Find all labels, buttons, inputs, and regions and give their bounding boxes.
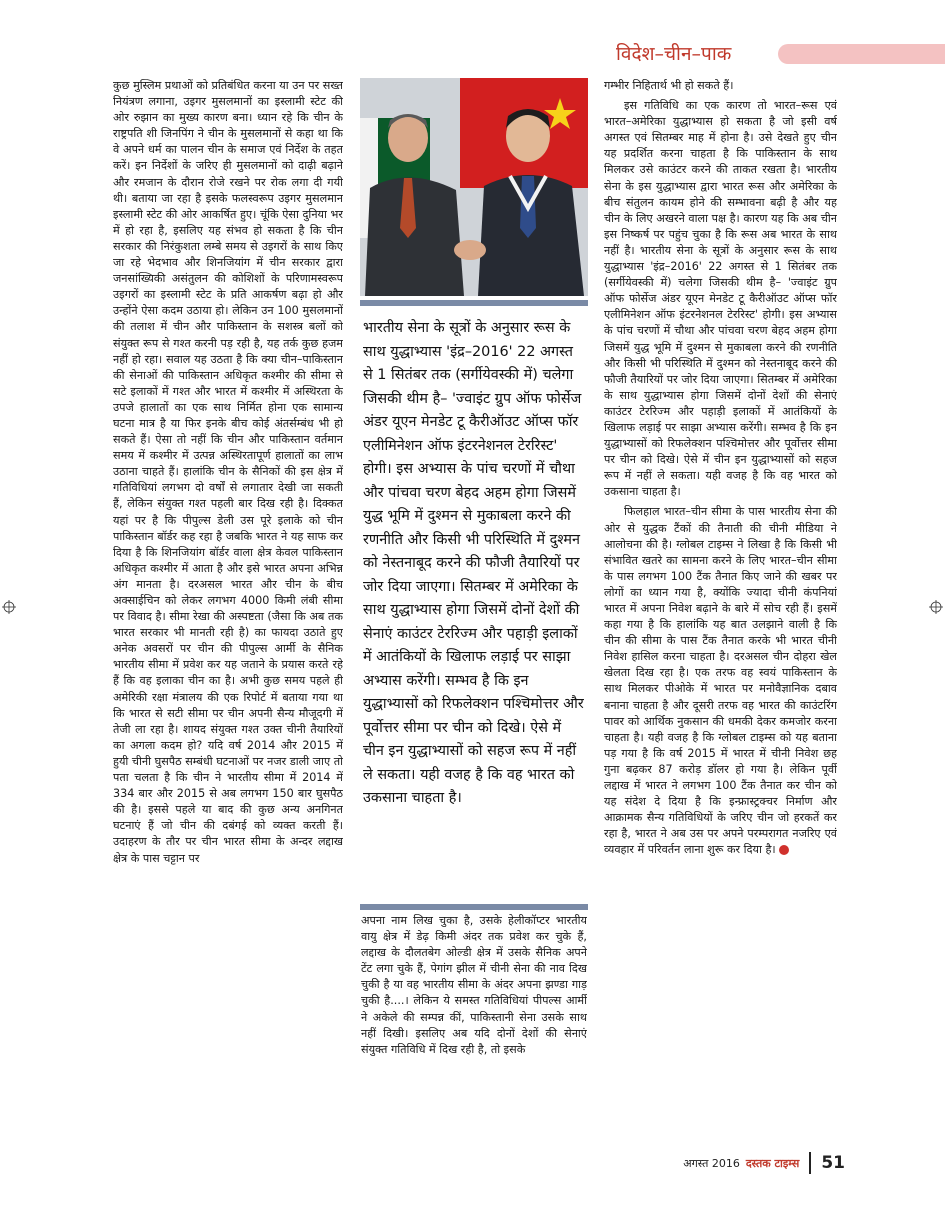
article-column-left	[113, 78, 343, 1130]
pull-quote: भारतीय सेना के सूत्रों के अनुसार रूस के साथ युद्धाभ्यास 'इंद्र–2016' 22 अगस्त से 1 सितंबर तक (सर्गीयेवस्की में) चलेगा जिसकी थीम है– 'ज्वाइंट ग्रुप ऑफ फोर्सेज अंडर यूएन मेनडेट टू कैरीऑउट ऑप्स फॉर एलीमिनेशन ऑफ इंटरनेशनल टेररिस्ट' होगी। इस अभ्यास के पांच चरणों में चौथा और पांचवा चरण बेहद अहम होगा जिसमें युद्ध भूमि में दुश्मन से मुकाबला करने की रणनीति और किसी भी परिस्थिति में दुश्मन को नेस्तनाबूद करने की फौजी तैयारियों पर जोर दिया जाएगा। सितम्बर में अमेरिका के साथ युद्धाभ्यास होगा जिसमें दोनों देशों की सेनाएं काउंटर टेररिज्म और पहाड़ी इलाकों में आतंकियों के खिलाफ लड़ाई पर साझा अभ्यास करेंगी। सम्भव है कि इन युद्धाभ्यासों को रिफलेक्शन पश्चिमोत्तर और पूर्वोत्तर सीमा पर चीन को दिखे। ऐसे में चीन इन युद्धाभ्यासों को सहज रूप में नहीं ले सकता। यही वजह है कि वह भारत को उकसाना चाहता है।	[363, 320, 584, 806]
handshake-photo-illustration	[360, 78, 588, 296]
issue-date: अगस्त 2016	[683, 1156, 740, 1170]
registration-mark-left-icon	[2, 600, 16, 614]
body-paragraph: अपना नाम लिख चुका है, उसके हेलीकॉप्टर भारतीय वायु क्षेत्र में डेढ़ किमी अंदर तक प्रवेश कर चुके हैं, लद्दाख के दौलतबेग ओल्डी क्षेत्र में उसके सैनिक अपने टेंट लगा चुके हैं, पेगांग झील में चीनी सेना की नाव दिख चुकी है या वह भारतीय सीमा के अंदर अपना झण्डा गाड़ चुकी है....। लेकिन ये समस्त गतिविधियां पीपल्स आर्मी ने अकेले की सम्पन्न कीं, पाकिस्तानी सेना उसके साथ नहीं दिखी। इसलिए अब यदि दोनों देशों की सेनाएं संयुक्त गतिविधि में दिख रही है, तो इसके	[361, 914, 587, 1056]
page-number: 51	[821, 1153, 845, 1173]
body-paragraph-text: फिलहाल भारत–चीन सीमा के पास भारतीय सेना की ओर से युद्धक टैंकों की तैनाती की चीनी मीडिया ने आलोचना की है। ग्लोबल टाइम्स ने लिखा है कि किसी भी संभावित खतरे का सामना करने के लिए भारत–चीन सीमा के पास लगभग 100 टैंक तैनात किए जाने की खबर पर लोगों का ध्यान गया है, क्योंकि ज्यादा चीनी कंपनियां भारत में अपना निवेश बढ़ाने के बारे में सोच रही हैं। इसमें कहा गया है कि हालांकि यह बात उलझाने वाली है कि चीन की सीमा के पास टैंक तैनात करके भी भारत चीनी निवेश हासिल करना चाहता है। दरअसल चीन दोहरा खेल खेलता दिख रहा है। एक तरफ वह स्वयं पाकिस्तान के साथ मिलकर पीओके में भारत पर मनोवैज्ञानिक दबाव बनाना चाहता है और दूसरी तरफ वह भारत की काउंटरिंग पावर को आर्थिक नुकसान की धमकी देकर कमजोर करना चाहता है। यही वजह है कि ग्लोबल टाइम्स को यह बताना पड़ गया है कि वर्ष 2015 में भारत में चीनी निवेश छह गुना बढ़कर 87 करोड़ डॉलर हो गया है। लेकिन पूर्वी लद्दाख में भारत ने लगभग 100 टैंक तैनात कर चीन को यह संदेश दे दिया है कि इन्फ्रास्ट्रक्चर निर्माण और आक्रामक सैन्य गतिविधियों के जरिए चीन जो हरकतें कर रहा है, भारत ने अब उस पर अपने परम्परागत नजरिए एवं व्यवहार में परिवर्तन लाना शुरू कर दिया है।	[604, 505, 837, 857]
page-footer	[683, 1153, 845, 1173]
end-mark-icon	[779, 845, 789, 855]
body-paragraph: गम्भीर निहितार्थ भी हो सकते हैं।	[604, 79, 734, 92]
article-column-middle	[361, 913, 587, 1135]
footer-divider	[809, 1152, 811, 1174]
article-column-right	[604, 78, 837, 1130]
body-paragraph: कुछ मुस्लिम प्रथाओं को प्रतिबंधित करना या उन पर सख्त नियंत्रण लगाना, उइगर मुसलमानों का इस्लामी स्टेट की ओर रुझान का मुख्य कारण बना। ध्यान रहे कि चीन के राष्ट्रपति शी जिनपिंग ने चीन के मुसलमानों से कहा था कि वे अपने धर्म का पालन चीन के समाज एवं निर्देश के तहत करें। इन निर्देशों के जरिए ही मुसलमानों को दाढ़ी बढ़ाने और रमजान के दौरान रोजे रखने पर रोक लगा दी गयी थी। बताया जा रहा है इसके फलस्वरूप उइगर मुसलमान इस्लामी स्टेट की ओर आकर्षित हुए। चूंकि ऐसा दुनिया भर में हो रहा है, इसलिए यह संभव हो सकता है कि चीन सरकार की निरंकुशता लम्बे समय से उइगरों के साथ किए जा रहे भेदभाव और शिनजियांग में चीन सरकार द्वारा जनसांख्यिकी असंतुलन की कोशिशों के परिणामस्वरूप उइगरों का इस्लामी स्टेट के प्रति आकर्षण बढ़ा हो और उन्होंने ऐसा कदम उठाया हो। लेकिन उन 100 मुसलमानों की तलाश में चीन और पाकिस्तान के सशस्त्र बलों को संयुक्त रूप से गश्त करनी पड़ रही है, यह तर्क कुछ हजम नहीं हो रहा। सवाल यह उठता है कि क्या चीन–पाकिस्तान की सेनाओं की पाकिस्तान अधिकृत कश्मीर की सीमा से सटे इलाकों में गश्त और भारत में कश्मीर में अस्थिरता के उपजे हालातों का एक साथ निर्मित होना एक सामान्य घटना मात्र है या फिर इनके बीच कोई अंतर्सम्बंध भी हो सकते हैं। ऐसा तो नहीं कि चीन और पाकिस्तान वर्तमान समय में कश्मीर में उत्पन्न अस्थिरतापूर्ण हालातों का लाभ उठाना चाहते हैं। हालांकि चीन के सैनिकों की इस क्षेत्र में गतिविधियां लगभग दो वर्षों से लगातार देखी जा सकती हैं, लेकिन संयुक्त गश्त पहली बार दिख रही है। दिक्कत यहां पर है कि पीपुल्स डेली उस पूरे इलाके को चीन पाकिस्तान बॉर्डर कह रहा है जबकि भारत ने यह साफ कर दिया है कि शिनजियांग बॉर्डर वाला क्षेत्र केवल पाकिस्तान अधिकृत कश्मीर में आता है और इसे भारत अपना अभिन्न अंग मानता है। दरअसल भारत और चीन के बीच अक्साईचिन को लेकर लगभग 4000 किमी लंबी सीमा पर विवाद है। सीमा रेखा की अस्पष्टता (जैसा कि अब तक भारत सरकार भी मानती रही है) का फायदा उठाते हुए अनेक अवसरों पर चीन की पीपुल्स आर्मी के सैनिक भारतीय सीमा में प्रवेश कर यह जताने के प्रयास करते रहे हैं कि वह इलाका चीन का है। अभी कुछ समय पहले ही अमेरिकी रक्षा मंत्रालय की एक रिपोर्ट में बताया गया था कि भारत से सटी सीमा पर चीन अपनी सैन्य मौजूदगी में तेजी ला रहा है। शायद संयुक्त गश्त उक्त चीनी तैयारियों का अगला कदम हो? यदि वर्ष 2014 और 2015 में हुयी चीनी घुसपैठ सम्बंधी घटनाओं पर नजर डाली जाए तो पता चलता है कि चीन ने भारतीय सीमा में 2014 में 334 बार और 2015 से अब लगभग 150 बार घुसपैठ की है। इससे पहले या बाद की कुछ अन्य अनगिनत घटनाएं हैं जो चीन की दबंगई को व्यक्त करती हैं। उदाहरण के तौर पर चीन भारत सीमा के अन्दर लद्दाख क्षेत्र के पास चट्टान पर	[113, 79, 343, 865]
article-photo-handshake	[360, 78, 588, 296]
registration-mark-right-icon	[929, 600, 943, 614]
pull-quote-top-rule	[360, 300, 588, 306]
body-paragraph: इस गतिविधि का एक कारण तो भारत–रूस एवं भारत–अमेरिका युद्धाभ्यास हो सकता है जो इसी वर्ष अगस्त एवं सितम्बर माह में होना है। उसे देखते हुए चीन यह प्रदर्शित करना चाहता है कि पाकिस्तान के साथ मिलकर उसे काउंटर करने की ताकत रखता है। भारतीय सेना के इस युद्धाभ्यास द्वारा भारत रूस और अमेरिका के बीच संतुलन कायम होने की सम्भावना बढ़ी है और यह चीन के लिए अखरने वाला पक्ष है। कारण यह कि अब चीन इस निष्कर्ष पर पहुंच चुका है कि रूस अब भारत के साथ नहीं है। भारतीय सेना के सूत्रों के अनुसार रूस के साथ युद्धाभ्यास 'इंद्र–2016' 22 अगस्त से 1 सितंबर तक (सर्गीयेवस्की में) चलेगा जिसकी थीम है– 'ज्वाइंट ग्रुप ऑफ फोर्सेज अंडर यूएन मेनडेट टू कैरीऑउट ऑप्स फॉर एलीमिनेशन ऑफ इंटरनेशनल टेररिस्ट' होगी। इस अभ्यास के पांच चरणों में चौथा और पांचवा चरण बेहद अहम होगा जिसमें युद्ध भूमि में दुश्मन से मुकाबला करने की रणनीति और किसी भी परिस्थिति में दुश्मन को नेस्तनाबूद करने की फौजी तैयारियों पर जोर दिया जाएगा। सितम्बर में अमेरिका के साथ युद्धाभ्यास होगा जिसमें दोनों देशों की सेनाएं काउंटर टेररिज्म और पहाड़ी इलाकों में आतंकियों के खिलाफ लड़ाई पर साझा अभ्यास करेंगी। सम्भव है कि इन युद्धाभ्यासों को रिफलेक्शन पश्चिमोत्तर और पूर्वोत्तर सीमा पर चीन को दिखे। ऐसे में चीन इन युद्धाभ्यासों को सहज रूप में नहीं ले सकता। यही वजह है कि वह भारत को उकसाना चाहता है।	[604, 99, 837, 499]
magazine-name: दस्तक टाइम्स	[745, 1156, 800, 1170]
pull-quote-bottom-rule	[360, 904, 588, 910]
section-title: विदेश–चीन–पाक	[616, 43, 732, 65]
section-header-bar	[778, 44, 945, 64]
body-paragraph-last	[604, 504, 837, 858]
